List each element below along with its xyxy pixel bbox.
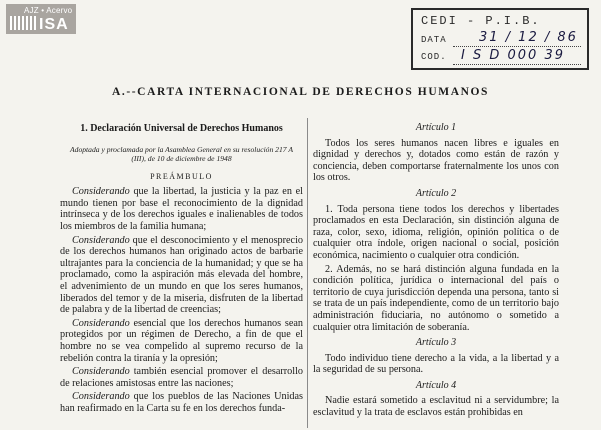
logo-big-text: ISA — [39, 16, 69, 33]
considerando-keyword: Considerando — [72, 186, 130, 198]
preamble-text: también esencial promover el desarrollo de relaciones amistosas entre las naciones; — [60, 366, 303, 389]
stamp-cod-underline — [453, 64, 581, 65]
considerando-keyword: Considerando — [72, 391, 130, 403]
barcode-mark-icon — [10, 16, 36, 30]
article-heading: Artículo 4 — [415, 379, 457, 391]
acervo-isa-logo — [6, 4, 76, 34]
article-heading: Artículo 2 — [415, 187, 457, 199]
considerando-keyword: Considerando — [72, 317, 130, 329]
preamble-paragraph — [60, 318, 303, 364]
logo-top-text: AJZ • Acervo — [24, 6, 73, 15]
considerando-keyword: Considerando — [72, 234, 130, 246]
article-heading: Artículo 1 — [415, 122, 457, 133]
preamble-text: que la libertad, la justicia y la paz en el mundo tienen por base el reconocimiento de la dignidad intrínseca y de los derechos iguales e inalienables de todos los miembros de la familia humana; — [60, 186, 303, 232]
preamble-paragraph — [60, 186, 303, 232]
right-column — [313, 116, 559, 421]
article-paragraph: Todos los seres humanos nacen libres e iguales en dignidad y derechos y, dotados como están de razón y conciencia, deben comportarse fraternalmente los unos con los otros. — [313, 137, 559, 184]
stamp-org: CEDI - P.I.B. — [421, 14, 541, 28]
stamp-data-label: DATA — [421, 35, 447, 45]
stamp-data-value: 31 / 12 / 86 — [479, 30, 578, 45]
left-column — [60, 116, 303, 416]
stamp-data-underline — [453, 46, 581, 47]
preamble-paragraphs — [60, 186, 303, 414]
article-paragraph: Todo individuo tiene derecho a la vida, a la libertad y a la seguridad de su persona. — [313, 352, 559, 376]
considerando-keyword: Considerando — [72, 366, 130, 378]
adoption-note: Adoptada y proclamada por la Asamblea General en su resolución 217 A (III), de 10 de diciembre de 1948 — [70, 144, 293, 163]
preamble-paragraph — [60, 235, 303, 316]
article-heading: Artículo 3 — [415, 337, 457, 349]
section-title: 1. Declaración Universal de Derechos Humanos — [80, 123, 283, 134]
article-paragraph: 1. Toda persona tiene todos los derechos y libertades proclamados en esta Declaración, sin distinción alguna de raza, color, sexo, idioma, religión, opinión política o de cualquier otra índole, origen nacional o social, posición económica, nacimiento o cualquier otra condición. — [313, 203, 559, 261]
archive-stamp — [411, 8, 589, 70]
preamble-text: que el desconocimiento y el menosprecio de los derechos humanos han originado actos de barbarie ultrajantes para la conciencia de la humanidad; y que se ha proclamado, como la aspiración más elevada del hombre, el advenimiento de un mundo en que los seres humanos, liberados del temor y de la miseria, disfruten de la libertad de palabra y de la libertad de creencias; — [60, 234, 303, 316]
column-divider — [307, 118, 308, 428]
stamp-cod-value: I S D 000 39 — [461, 48, 565, 63]
preamble-heading: PREÁMBULO — [150, 171, 213, 181]
preamble-paragraph — [60, 366, 303, 389]
article-paragraph: 2. Además, no se hará distinción alguna fundada en la condición política, jurídica o internacional del país o territorio de cuya jurisdicción dependa una persona, tanto si se trata de un país independiente, como de un territorio bajo administración fiduciaria, no autónomo o sometido a cualquier otra limitación de soberanía. — [313, 263, 559, 333]
article-paragraph: Nadie estará sometido a esclavitud ni a servidumbre; la esclavitud y la trata de esclavos están prohibidas en — [313, 395, 559, 419]
preamble-paragraph — [60, 391, 303, 414]
page-title: A.--CARTA INTERNACIONAL DE DERECHOS HUMANOS — [111, 86, 490, 98]
stamp-cod-label: COD. — [421, 52, 447, 62]
preamble-text: que los pueblos de las Naciones Unidas han reafirmado en la Carta su fe en los derechos funda- — [60, 391, 303, 414]
preamble-text: esencial que los derechos humanos sean protegidos por un régimen de Derecho, a fin de que el hombre no se vea compelido al supremo recurso de la rebelión contra la tiranía y la opresión; — [60, 317, 303, 364]
